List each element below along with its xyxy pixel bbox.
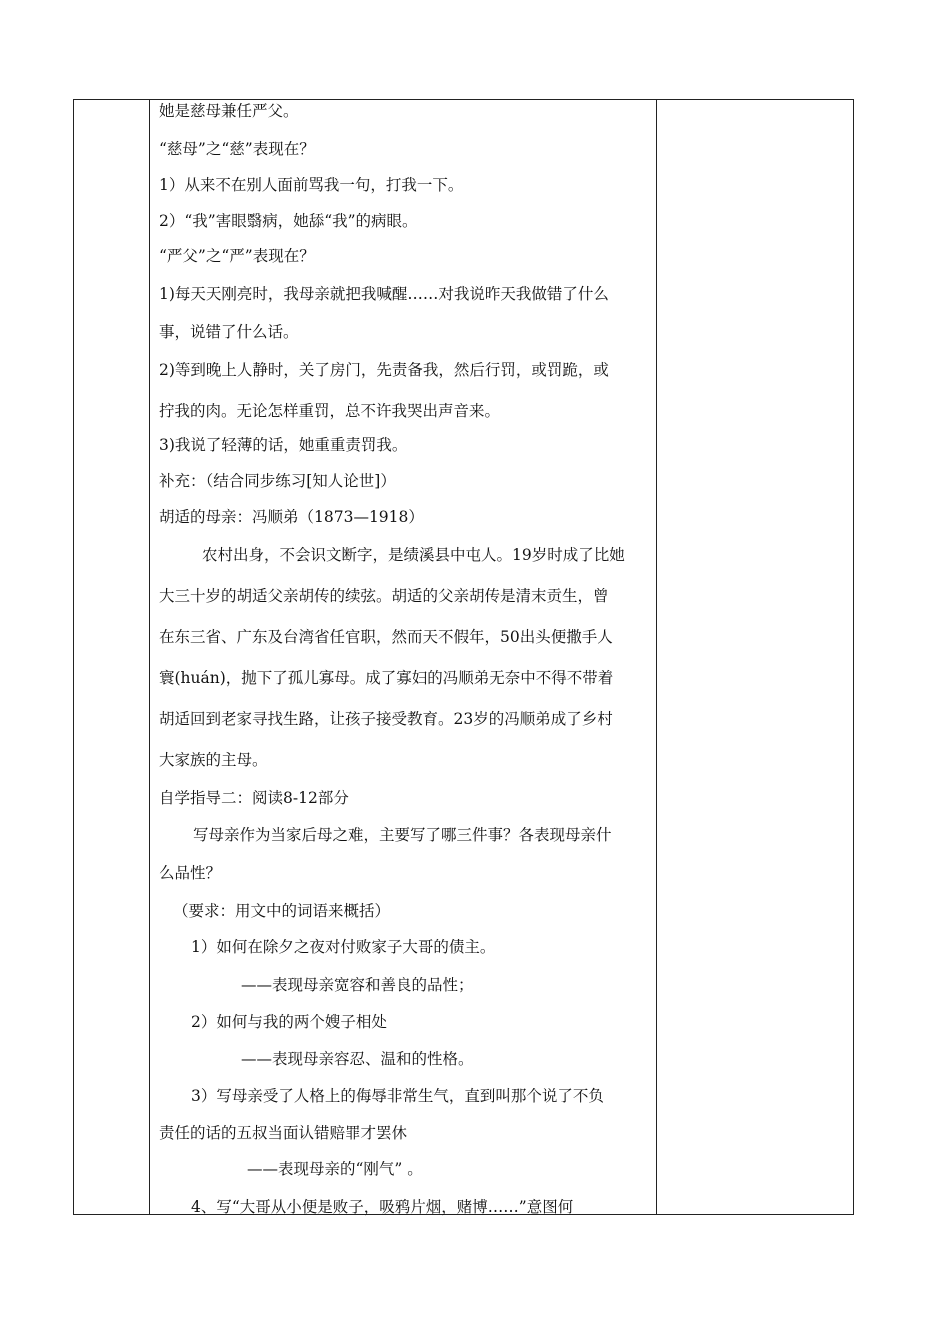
text-line: 2）如何与我的两个嫂子相处 bbox=[191, 1013, 387, 1031]
text-line: 胡适的母亲：冯顺弟（1873—1918） bbox=[159, 508, 424, 526]
text-line: 2)等到晚上人静时，关了房门，先责备我，然后行罚，或罚跪，或 bbox=[159, 361, 609, 379]
text-line: 1）从来不在别人面前骂我一句，打我一下。 bbox=[159, 176, 464, 194]
text-line: 事，说错了什么话。 bbox=[159, 323, 299, 341]
text-line: 2）“我”害眼翳病，她舔“我”的病眼。 bbox=[159, 212, 418, 230]
text-line: 3)我说了轻薄的话，她重重责罚我。 bbox=[159, 436, 408, 454]
text-line: 她是慈母兼任严父。 bbox=[159, 102, 299, 120]
text-line: 1）如何在除夕之夜对付败家子大哥的债主。 bbox=[191, 938, 496, 956]
text-line: 自学指导二：阅读8-12部分 bbox=[159, 789, 349, 807]
text-line: “慈母”之“慈”表现在？ bbox=[159, 140, 315, 158]
text-line: 大三十岁的胡适父亲胡传的续弦。胡适的父亲胡传是清末贡生，曾 bbox=[159, 587, 609, 605]
text-line: ——表现母亲容忍、温和的性格。 bbox=[241, 1050, 474, 1068]
text-line: “严父”之“严”表现在？ bbox=[159, 247, 315, 265]
text-line: 么品性？ bbox=[159, 864, 222, 882]
text-line: 责任的话的五叔当面认错赔罪才罢休 bbox=[159, 1124, 408, 1142]
column-divider bbox=[656, 100, 657, 1214]
table-frame bbox=[73, 99, 854, 1215]
text-line: ——表现母亲宽容和善良的品性； bbox=[241, 976, 474, 994]
text-line: （要求：用文中的词语来概括） bbox=[173, 902, 391, 920]
text-line: 补充：（结合同步练习[知人论世]） bbox=[159, 472, 396, 490]
text-line: 1)每天天刚亮时，我母亲就把我喊醒……对我说昨天我做错了什么 bbox=[159, 285, 609, 303]
column-divider bbox=[149, 100, 150, 1214]
text-line: 寰(huán)，抛下了孤儿寡母。成了寡妇的冯顺弟无奈中不得不带着 bbox=[159, 669, 614, 687]
text-line: 胡适回到老家寻找生路，让孩子接受教育。23岁的冯顺弟成了乡村 bbox=[159, 710, 613, 728]
text-line: 4、写“大哥从小便是败子，吸鸦片烟，赌博……”意图何 bbox=[191, 1198, 574, 1216]
text-line: 写母亲作为当家后母之难，主要写了哪三件事？各表现母亲什 bbox=[193, 826, 612, 844]
text-line: 农村出身，不会识文断字，是绩溪县中屯人。19岁时成了比她 bbox=[202, 546, 625, 564]
text-line: 拧我的肉。无论怎样重罚，总不许我哭出声音来。 bbox=[159, 402, 501, 420]
text-line: 大家族的主母。 bbox=[159, 751, 268, 769]
text-line: 3）写母亲受了人格上的侮辱非常生气，直到叫那个说了不负 bbox=[191, 1087, 604, 1105]
text-line: 在东三省、广东及台湾省任官职，然而天不假年，50出头便撒手人 bbox=[159, 628, 613, 646]
text-line: ——表现母亲的“刚气” 。 bbox=[247, 1160, 423, 1178]
